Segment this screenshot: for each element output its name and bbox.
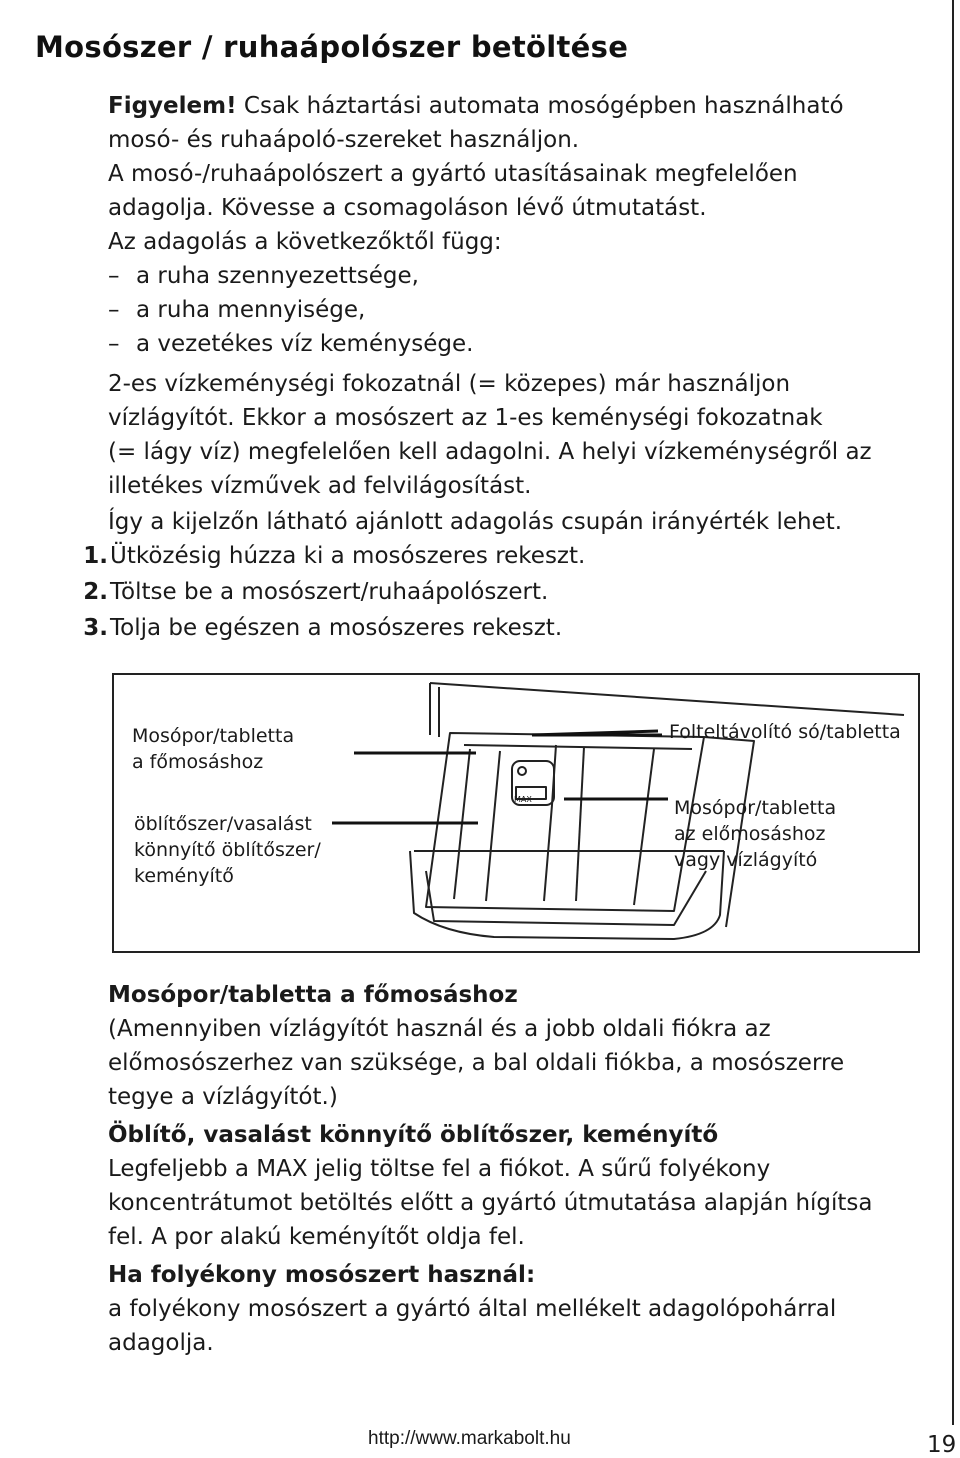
section-line: tegye a vízlágyítót.) bbox=[108, 1084, 338, 1110]
step-item: 3.Tolja be egészen a mosószeres rekeszt. bbox=[83, 615, 563, 641]
factor-item: – a vezetékes víz keménysége. bbox=[108, 327, 908, 361]
section-heading: Öblítő, vasalást könnyítő öblítőszer, keményítő bbox=[108, 1122, 719, 1148]
label-prewash: Mosópor/tabletta az előmosáshoz vagy vízlágyító bbox=[674, 797, 837, 871]
label-salt: Folteltávolító só/tabletta bbox=[669, 721, 901, 743]
intro-line: A mosó-/ruhaápolószert a gyártó utasításainak megfelelően bbox=[108, 161, 798, 187]
sections-block bbox=[108, 978, 908, 1360]
display-note: Így a kijelzőn látható ajánlott adagolás csupán irányérték lehet. bbox=[108, 509, 843, 535]
page-number: 19 bbox=[927, 1432, 957, 1458]
dash-glyph: – bbox=[108, 297, 120, 323]
step-item: 1.Ütközésig húzza ki a mosószeres rekeszt. bbox=[83, 543, 586, 569]
label-softener: öblítőszer/vasalást könnyítő öblítőszer/ keményítő bbox=[134, 813, 321, 887]
warning-text: Csak háztartási automata mosógépben használható bbox=[236, 93, 844, 119]
section-line: adagolja. bbox=[108, 1330, 214, 1356]
section-heading: Ha folyékony mosószert használ: bbox=[108, 1262, 536, 1288]
max-mark: MAX bbox=[514, 795, 532, 804]
dash-glyph: – bbox=[108, 331, 120, 357]
warning-label: Figyelem! bbox=[108, 93, 237, 119]
warning-line bbox=[108, 89, 908, 123]
step-item: 2.Töltse be a mosószert/ruhaápolószert. bbox=[83, 579, 549, 605]
factor-item: – a ruha mennyisége, bbox=[108, 293, 908, 327]
page-title: Mosószer / ruhaápolószer betöltése bbox=[35, 30, 629, 64]
section-line: fel. A por alakú keményítőt oldja fel. bbox=[108, 1224, 525, 1250]
intro-line: adagolja. Kövesse a csomagoláson lévő útmutatást. bbox=[108, 195, 707, 221]
section-line: (Amennyiben vízlágyítót használ és a jobb oldali fiókra az bbox=[108, 1016, 771, 1042]
section-line: a folyékony mosószert a gyártó által mellékelt adagolópohárral bbox=[108, 1296, 837, 1322]
steps-list bbox=[78, 538, 585, 646]
section-line: előmosószerhez van szüksége, a bal oldali fiókba, a mosószerre bbox=[108, 1050, 845, 1076]
hardness-line: vízlágyítót. Ekkor a mosószert az 1-es keménységi fokozatnak bbox=[108, 405, 823, 431]
hardness-line: 2-es vízkeménységi fokozatnál (= közepes) már használjon bbox=[108, 371, 791, 397]
section-line: koncentrátumot betöltés előtt a gyártó útmutatása alapján hígítsa bbox=[108, 1190, 873, 1216]
footer-url: http://www.markabolt.hu bbox=[368, 1428, 571, 1449]
intro-line: mosó- és ruhaápoló-szereket használjon. bbox=[108, 127, 580, 153]
page-edge-rule bbox=[952, 0, 954, 1425]
section-line: Legfeljebb a MAX jelig töltse fel a fiókot. A sűrű folyékony bbox=[108, 1156, 771, 1182]
dash-glyph: – bbox=[108, 263, 120, 289]
intro-block bbox=[108, 89, 908, 539]
depends-line: Az adagolás a következőktől függ: bbox=[108, 229, 502, 255]
hardness-line: illetékes vízművek ad felvilágosítást. bbox=[108, 473, 532, 499]
factor-item: – a ruha szennyezettsége, bbox=[108, 259, 908, 293]
detergent-drawer-figure bbox=[112, 673, 920, 953]
section-heading: Mosópor/tabletta a főmosáshoz bbox=[108, 982, 518, 1008]
label-main-wash: Mosópor/tabletta a főmosáshoz bbox=[132, 725, 295, 773]
hardness-line: (= lágy víz) megfelelően kell adagolni. A helyi vízkeménységről az bbox=[108, 439, 872, 465]
